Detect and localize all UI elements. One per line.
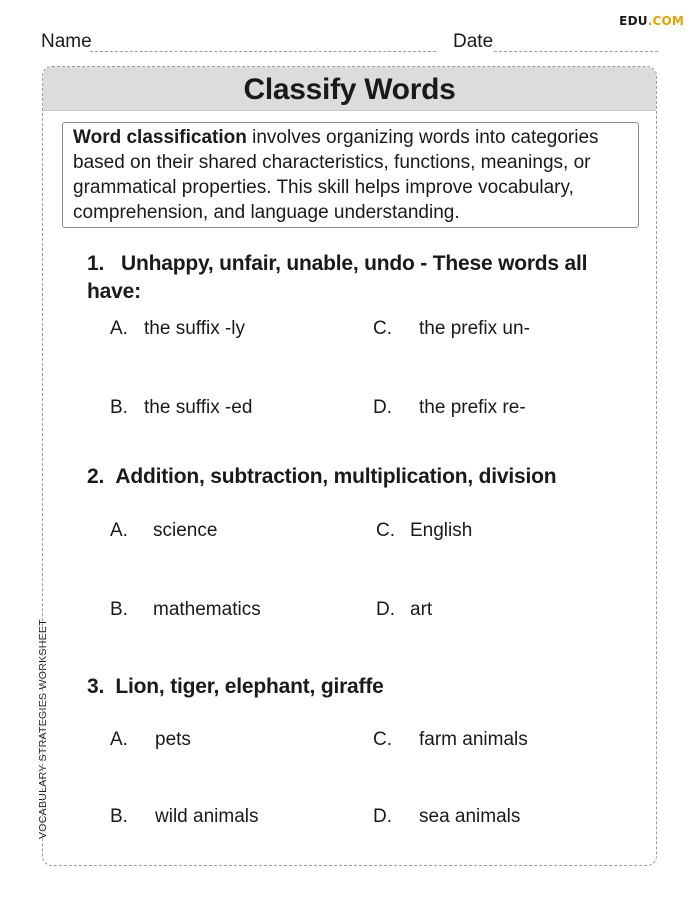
option-1c[interactable]: C. the prefix un-: [373, 318, 530, 339]
option-1d[interactable]: D. the prefix re-: [373, 397, 526, 418]
worksheet-panel: [42, 66, 657, 866]
page-title: Classify Words: [243, 72, 456, 106]
question-2: 2. Addition, subtraction, multiplication, division: [87, 465, 557, 488]
sidebar-caption: VOCABULARY STRATEGIES WORKSHEET: [37, 619, 49, 839]
option-3a[interactable]: A. pets: [110, 729, 191, 750]
question-3: 3. Lion, tiger, elephant, giraffe: [87, 675, 384, 698]
option-1b[interactable]: B. the suffix -ed: [110, 397, 253, 418]
intro-bold: Word classification: [73, 127, 247, 148]
option-3d[interactable]: D. sea animals: [373, 806, 521, 827]
option-3b[interactable]: B. wild animals: [110, 806, 259, 827]
intro-box: [62, 122, 639, 228]
date-label: Date: [453, 31, 494, 52]
option-3c[interactable]: C. farm animals: [373, 729, 528, 750]
date-field-line: [494, 51, 658, 52]
intro-text: involves organizing words into categories based on their shared characteristics, functions, meanings, or grammatical properties. This skill helps improve vocabulary, comprehension, and language understanding.: [73, 127, 599, 223]
name-label: Name: [41, 31, 92, 52]
brand-logo: EDU.COM: [619, 14, 684, 28]
option-2d[interactable]: D. art: [376, 599, 433, 620]
option-2c[interactable]: C. English: [376, 520, 473, 541]
option-2a[interactable]: A. science: [110, 520, 218, 541]
name-field-line: [90, 51, 436, 52]
option-2b[interactable]: B. mathematics: [110, 599, 261, 620]
title-bar: [43, 67, 656, 111]
option-1a[interactable]: A. the suffix -ly: [110, 318, 246, 339]
question-1: 1. Unhappy, unfair, unable, undo - These words all have:: [87, 252, 588, 303]
